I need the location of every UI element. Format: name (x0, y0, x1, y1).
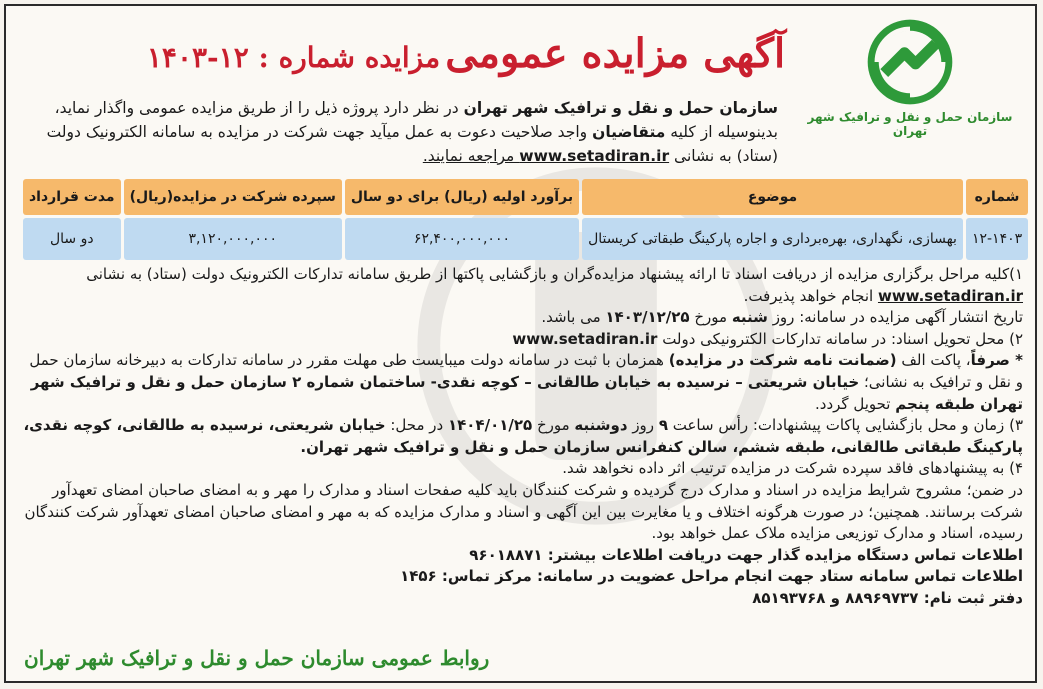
auction-table (20, 176, 1031, 263)
clause-1-end: انجام خواهد پذیرفت. (743, 286, 878, 305)
col-number-header: شماره (966, 179, 1028, 215)
page-title (126, 30, 806, 84)
col-deposit-header: سپرده شرکت در مزایده(ریال) (124, 179, 342, 215)
cell-number: ۱۲-۱۴۰۳ (966, 218, 1028, 260)
cell-deposit: ۳,۱۲۰,۰۰۰,۰۰۰ (124, 218, 342, 260)
notice-body (18, 264, 1023, 610)
clause-3-text: ۳) زمان و محل بازگشایی پاکات پیشنهادات: رأس ساعت (667, 416, 1023, 435)
cell-duration: دو سال (23, 218, 121, 260)
office-and: و (825, 588, 846, 607)
contact-1-label: اطلاعات تماس دستگاه مزایده گذار جهت دریافت اطلاعات بیشتر: (542, 545, 1023, 564)
logo-caption: سازمان حمل و نقل و ترافیک شهر تهران (807, 110, 1013, 138)
intro-paragraph (18, 96, 778, 168)
organization-logo (795, 16, 1025, 146)
clause-1 (18, 264, 1023, 307)
clause-star (18, 350, 1023, 415)
clause-2-text: ۲) محل تحویل اسناد: در سامانه تدارکات الکترونیکی دولت (657, 329, 1023, 348)
contact-2-label: اطلاعات تماس سامانه ستاد جهت انجام مراحل عضویت در سامانه: مرکز تماس: (436, 567, 1023, 586)
clause-3-day-label: روز (627, 416, 659, 435)
col-subject-header: موضوع (582, 179, 963, 215)
star-only: * صرفاً (970, 351, 1023, 370)
office-label: دفتر ثبت نام: (918, 588, 1023, 607)
notice-page (4, 4, 1037, 683)
intro-site-link[interactable]: www.setadiran.ir (519, 147, 670, 165)
star-guarantee: (ضمانت نامه شرکت در مزایده) (668, 351, 897, 370)
clause-3-place-label: در محل: (385, 416, 448, 435)
clause-1-text: ۱)کلیه مراحل برگزاری مزایده از دریافت اسناد تا ارائه پیشنهاد مزایده‌گران و بازگشایی پاکتها از طریق سامانه تدارکات الکترونیک دولت (ستاد) به نشانی (86, 265, 1023, 283)
publish-label: تاریخ انتشار آگهی مزایده در سامانه: روز (767, 308, 1023, 327)
contact-info-2 (18, 566, 1023, 588)
title-number: مزایده شماره : ۱۲-۱۴۰۳ (146, 41, 441, 74)
registration-office (18, 588, 1023, 610)
table-header-row (23, 179, 1028, 215)
clause-3-location: خیابان شریعتی، نرسیده به طالقانی، کوچه نقدی، پارکینگ طبقاتی طالقانی، طبقه ششم، سالن کنفرانس سازمان حمل و نقل و ترافیک شهر تهران. (23, 416, 1023, 456)
office-phone-1: ۸۸۹۶۹۷۳۷ (845, 588, 919, 607)
clause-3-hour: ۹ (658, 416, 668, 435)
star-envelope: ، پاکت الف (896, 351, 971, 370)
intro-text-end: مراجعه نمایند. (422, 147, 520, 165)
publish-date: ۱۴۰۳/۱۲/۲۵ (605, 308, 690, 327)
office-phone-2: ۸۵۱۹۳۷۶۸ (752, 588, 826, 607)
intro-applicants: متقاضیان (592, 123, 666, 141)
clause-3-day: دوشنبه (574, 416, 628, 435)
contact-1-phone: ۹۶۰۱۸۸۷۱ (469, 545, 543, 564)
contact-info-1 (18, 545, 1023, 567)
public-relations-signature: روابط عمومی سازمان حمل و نقل و ترافیک شهر تهران (24, 646, 490, 670)
star-address: خیابان شریعتی – نرسیده به خیابان طالقانی – کوچه نقدی- ساختمان شماره ۲ سازمان حمل و نقل و ترافیک شهر تهران طبقه پنجم (30, 372, 1023, 413)
publish-text: مورخ (689, 308, 732, 327)
clause-4: ۴) به پیشنهادهای فاقد سپرده شرکت در مزایده ترتیب اثر داده نخواهد شد. (562, 459, 1023, 478)
clause-2-site-link[interactable]: www.setadiran.ir (512, 329, 658, 348)
cell-subject: بهسازی، نگهداری، بهره‌برداری و اجاره پارکینگ طبقاتی کریستال (582, 218, 963, 260)
table-row (23, 218, 1028, 260)
title-main: آگهی مزایده عمومی (445, 30, 786, 77)
clause-3-date-label: مورخ (532, 416, 575, 435)
contact-2-phone: ۱۴۵۶ (400, 567, 437, 586)
note-paragraph: در ضمن؛ مشروح شرایط مزایده در اسناد و مدارک درج گردیده و شرکت کنندگان باید کلیه صفحات اسناد و مدارک را مهر و به امضای صاحبان امضای تعهدآور شرکت برسانند. همچنین؛ در صورت هرگونه اختلاف و یا مغایرت بین این آگهی و اسناد و مدارک مزایده که به مهر و امضای صاحبان امضای تعهدآور شرکت کنندگان رسیده، اسناد و مدارک توزیعی مزایده ملاک عمل خواهد بود. (24, 480, 1023, 543)
publish-date-line (18, 307, 1023, 329)
col-estimate-header: برآورد اولیه (ریال) برای دو سال (345, 179, 579, 215)
clause-2 (18, 329, 1023, 351)
intro-text-1: در نظر دارد پروژه ذیل را از طریق مزایده عمومی واگذار نماید، بدینوسیله از کلیه (54, 99, 778, 141)
clause-3-date: ۱۴۰۴/۰۱/۲۵ (447, 416, 533, 435)
col-duration-header: مدت قرارداد (23, 179, 121, 215)
star-end: تحویل گردد. (815, 394, 896, 413)
intro-text-2: واجد صلاحیت دعوت به عمل میآید جهت شرکت در مزایده به سامانه الکترونیک دولت (ستاد) به نشانی (46, 123, 778, 165)
clause-1-site-link[interactable]: www.setadiran.ir (877, 286, 1023, 305)
intro-org-name: سازمان حمل و نقل و ترافیک شهر تهران (463, 99, 778, 117)
cell-estimate: ۶۲,۴۰۰,۰۰۰,۰۰۰ (345, 218, 579, 260)
publish-day: شنبه (731, 308, 768, 327)
transport-logo-icon (864, 16, 956, 108)
clause-3 (18, 415, 1023, 458)
star-text: همزمان با ثبت در سامانه دولت میبایست طی مهلت مقرر در سامانه تدارکات به دبیرخانه سازمان حمل و نقل و ترافیک به نشانی؛ (29, 351, 1023, 391)
publish-end: می باشد. (541, 308, 606, 327)
